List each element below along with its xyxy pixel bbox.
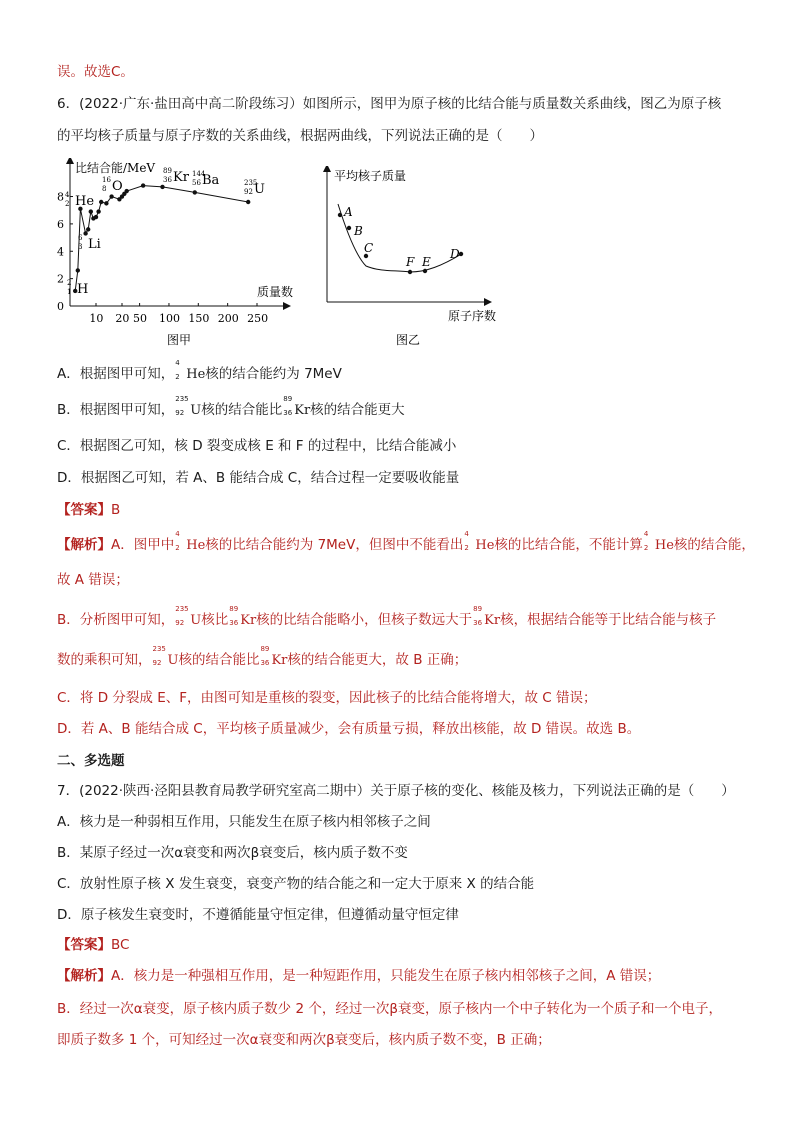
jia-label-atomic-number: 8 (102, 185, 107, 193)
jia-label-symbol: H (77, 282, 89, 297)
jia-ytick-label: 2 (57, 272, 64, 286)
jia-xtick-label: 150 (188, 312, 210, 325)
jia-point (86, 227, 90, 231)
jia-label-mass-number: 89 (163, 167, 172, 175)
jia-label-mass-number: 144 (192, 170, 206, 178)
nuclide-u: 235 92 U (175, 395, 202, 418)
q7-option-c[interactable]: C．放射性原子核 X 发生衰变，衰变产物的结合能之和一定大于原来 X 的结合能 (57, 876, 535, 892)
jia-caption: 图甲 (167, 333, 192, 347)
jia-label-atomic-number: 2 (65, 200, 70, 208)
q7-stem: 7．(2022·陕西·泾阳县教育局教学研究室高二期中）关于原子核的变化、核能及核力，下列说法正确的是（ ） (57, 783, 735, 799)
q6-analysis-c: C．将 D 分裂成 E、F，由图可知是重核的裂变，因此核子的比结合能将增大，故 C 错误； (57, 690, 597, 706)
q6-option-c[interactable]: C．根据图乙可知，核 D 裂变成核 E 和 F 的过程中，比结合能减小 (57, 438, 457, 454)
jia-label-mass-number: 6 (78, 234, 83, 242)
yi-point-f (408, 270, 412, 274)
q7-option-b[interactable]: B．某原子经过一次α衰变和两次β衰变后，核内质子数不变 (57, 845, 408, 861)
jia-label-symbol: U (254, 182, 265, 197)
yi-caption: 图乙 (396, 333, 421, 347)
q6-analysis-a-cont: 故 A 错误； (57, 572, 129, 588)
nuclide-he: 4 2 He (175, 359, 206, 382)
q7-answer: 【答案】BC (57, 937, 130, 953)
q6-analysis-b: B．分析图甲可知， 235 92 U核比 89 36 Kr核的比结合能略小，但核子数远大于 89 36 Kr核，根据结合能等于比结合能与核子 (57, 605, 717, 628)
jia-label-symbol: He (75, 194, 95, 209)
jia-label-mass-number: 235 (244, 179, 258, 187)
jia-label-mass-number: 16 (102, 176, 111, 184)
jia-xtick-label: 100 (159, 312, 181, 325)
jia-xlabel: 质量数 (257, 285, 294, 299)
jia-label-atomic-number: 92 (244, 188, 253, 196)
yi-curve (338, 204, 463, 272)
q7-analysis-b-line1: B．经过一次α衰变，原子核内质子数少 2 个，经过一次β衰变，原子核内一个中子转化为一个质子和一个电子， (57, 1001, 722, 1017)
jia-point (99, 200, 103, 204)
yi-point-label-c: C (364, 241, 374, 255)
jia-label-symbol: Kr (173, 170, 189, 185)
jia-label-atomic-number: 3 (78, 243, 83, 251)
q7-analysis-b-line2: 即质子数多 1 个，可知经过一次α衰变和两次β衰变后，核内质子数不变，B 正确； (57, 1032, 551, 1048)
jia-ytick-label: 8 (57, 190, 64, 204)
yi-point-a (338, 213, 342, 217)
yi-point-e (423, 269, 427, 273)
jia-label-symbol: O (112, 179, 123, 194)
yi-point-label-b: B (354, 224, 363, 238)
jia-ytick-label: 6 (57, 217, 64, 231)
q7-option-a[interactable]: A．核力是一种弱相互作用，只能发生在原子核内相邻核子之间 (57, 814, 431, 830)
yi-point-label-e: E (422, 255, 431, 269)
jia-point (76, 268, 80, 272)
q7-analysis-a: 【解析】A．核力是一种强相互作用，是一种短距作用，只能发生在原子核内相邻核子之间，A 错误； (57, 968, 661, 984)
q6-option-d[interactable]: D．根据图乙可知，若 A、B 能结合成 C，结合过程一定要吸收能量 (57, 470, 460, 486)
jia-xtick-label: 200 (217, 312, 239, 325)
jia-point (89, 209, 93, 213)
jia-label-mass-number: 4 (65, 191, 70, 199)
jia-label-mass-number: 2 (67, 279, 72, 287)
jia-ytick-label: 0 (57, 300, 64, 313)
jia-xtick-label: 250 (247, 312, 269, 325)
jia-point (109, 194, 113, 198)
yi-xlabel: 原子序数 (448, 309, 497, 323)
jia-point (193, 190, 197, 194)
yi-point-label-d: D (450, 247, 460, 261)
q6-analysis-b-cont: 数的乘积可知， 235 92 U核的结合能比 89 36 Kr核的结合能更大，故 B 正确； (57, 645, 468, 668)
jia-xtick-label: 10 (89, 312, 104, 325)
jia-label-atomic-number: 56 (192, 179, 201, 187)
q7-option-d[interactable]: D．原子核发生衰变时，不遵循能量守恒定律，但遵循动量守恒定律 (57, 907, 459, 923)
jia-point (246, 200, 250, 204)
jia-label-symbol: Ba (202, 173, 220, 188)
jia-point (83, 231, 87, 235)
jia-label-atomic-number: 36 (163, 176, 172, 184)
previous-answer-tail: 误。故选C。 (57, 64, 134, 80)
figure-jia-binding-energy-chart (55, 158, 295, 348)
jia-label-atomic-number: 1 (67, 288, 72, 296)
jia-point (104, 201, 108, 205)
section-title-multiple-choice: 二、多选题 (57, 753, 125, 769)
jia-point (124, 189, 128, 193)
jia-ylabel: 比结合能/MeV (75, 161, 156, 175)
yi-point-label-f: F (406, 255, 415, 269)
figure-yi-mass-per-nucleon-chart (318, 166, 508, 348)
q6-analysis-a: 【解析】A．图甲中 4 2 He核的比结合能约为 7MeV，但图中不能看出 4 2 He核的比结合能，不能计算 4 2 He核的结合能， (57, 530, 755, 553)
q6-option-a[interactable]: A．根据图甲可知， 4 2 He核的结合能约为 7MeV (57, 364, 342, 385)
q6-stem-line1: 6．(2022·广东·盐田高中高二阶段练习）如图所示，图甲为原子核的比结合能与质量数关系曲线，图乙为原子核 (57, 96, 722, 112)
q6-option-b[interactable]: B．根据图甲可知， 235 92 U核的结合能比 89 36 Kr核的结合能更大 (57, 400, 405, 421)
q6-analysis-d: D．若 A、B 能结合成 C，平均核子质量减少，会有质量亏损，释放出核能，故 D 错误。故选 B。 (57, 721, 641, 737)
jia-ytick-label: 4 (57, 245, 64, 259)
jia-point (141, 183, 145, 187)
jia-point (160, 185, 164, 189)
nuclide-kr: 89 36 Kr (283, 395, 311, 418)
yi-point-b (347, 226, 351, 230)
jia-xtick-label: 50 (133, 312, 148, 325)
yi-ylabel: 平均核子质量 (334, 169, 407, 183)
jia-xtick-label: 20 (115, 312, 130, 325)
jia-point (94, 215, 98, 219)
jia-label-symbol: Li (88, 237, 101, 252)
yi-point-label-a: A (344, 205, 353, 219)
q6-stem-line2: 的平均核子质量与原子序数的关系曲线，根据两曲线，下列说法正确的是（ ） (57, 128, 543, 144)
q6-answer: 【答案】B (57, 502, 121, 518)
jia-point (96, 209, 100, 213)
